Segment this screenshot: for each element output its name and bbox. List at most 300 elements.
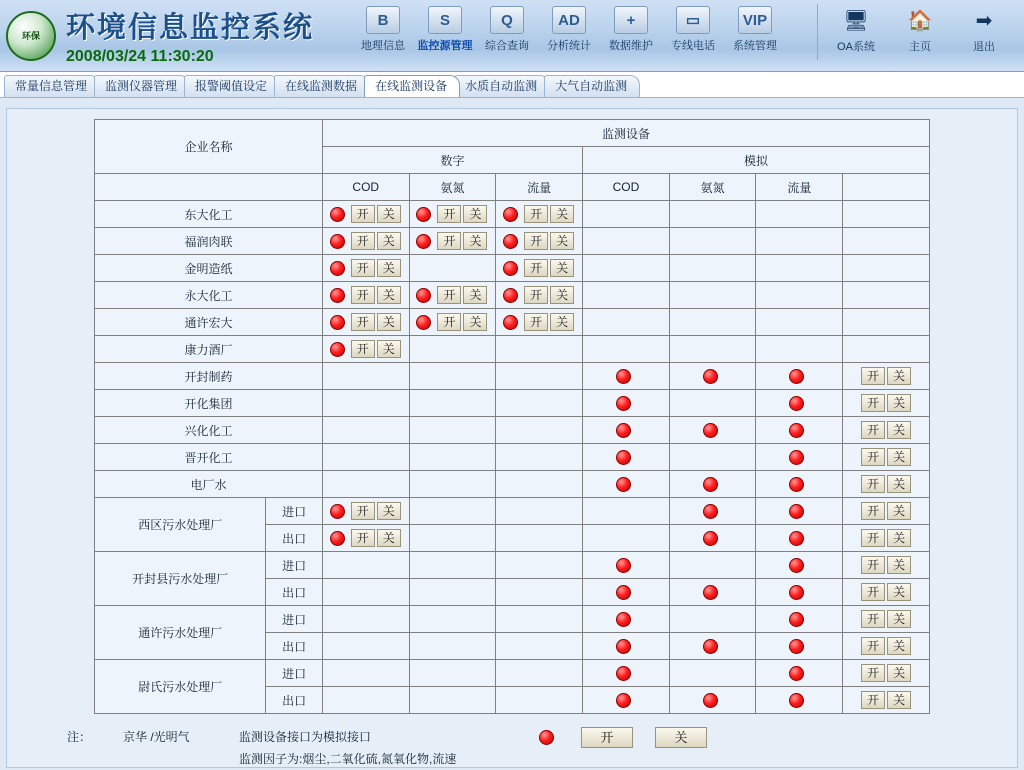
right-menu — [811, 4, 1016, 60]
analog-cell-1 — [669, 336, 756, 363]
table-row — [95, 471, 930, 498]
status-lamp-icon — [789, 423, 804, 438]
device-on-button[interactable]: 开 — [351, 205, 375, 223]
note-desc-2: 监测因子为:烟尘,二氧化硫,氮氧化物,流速 — [239, 752, 457, 766]
analog-cell-1 — [669, 228, 756, 255]
digital-cell-0 — [322, 390, 409, 417]
analog-off-button[interactable]: 关 — [887, 637, 911, 655]
device-panel — [6, 108, 1018, 768]
digital-cell-1 — [409, 228, 496, 255]
tab-5[interactable]: 水质自动监测 — [454, 75, 550, 97]
company-name-cell: 尉氏污水处理厂 — [95, 660, 266, 714]
table-head — [95, 120, 930, 201]
table-row — [95, 255, 930, 282]
analog-cell-1 — [669, 471, 756, 498]
analog-cell-1 — [669, 660, 756, 687]
device-off-button[interactable]: 关 — [377, 340, 401, 358]
analog-cell-0 — [583, 228, 670, 255]
analog-cell-1 — [669, 606, 756, 633]
menu-label: 数据维护 — [609, 40, 653, 52]
menu-label: 主页 — [909, 41, 931, 53]
analog-cell-0 — [583, 363, 670, 390]
digital-cell-1 — [409, 255, 496, 282]
status-lamp-icon — [330, 261, 345, 276]
device-on-button[interactable]: 开 — [524, 232, 548, 250]
global-off-button[interactable]: 关 — [655, 727, 707, 748]
query-icon: Q — [490, 6, 524, 34]
table-row — [95, 363, 930, 390]
port-label-cell: 出口 — [266, 687, 322, 714]
main-content — [0, 98, 1024, 768]
table-row — [95, 552, 930, 579]
digital-cell-1 — [409, 336, 496, 363]
company-name-cell: 通许宏大 — [95, 309, 323, 336]
status-lamp-icon — [789, 693, 804, 708]
analog-cell-1 — [669, 498, 756, 525]
analysis-icon: AD — [552, 6, 586, 34]
digital-cell-2 — [496, 579, 583, 606]
analog-off-button[interactable]: 关 — [887, 367, 911, 385]
digital-cell-2 — [496, 363, 583, 390]
analog-control-cell — [843, 660, 930, 687]
digital-cell-2 — [496, 282, 583, 309]
device-off-button[interactable]: 关 — [550, 232, 574, 250]
analog-cell-1 — [669, 309, 756, 336]
status-lamp-icon — [330, 342, 345, 357]
device-on-button[interactable]: 开 — [437, 313, 461, 331]
header-digital-group: 数字 — [322, 147, 582, 174]
status-lamp-icon — [330, 504, 345, 519]
company-name-cell: 兴化化工 — [95, 417, 323, 444]
analog-cell-0 — [583, 687, 670, 714]
digital-cell-1 — [409, 525, 496, 552]
clock-display: 2008/03/24 11:30:20 — [66, 48, 214, 65]
device-on-button[interactable]: 开 — [437, 232, 461, 250]
digital-cell-0 — [322, 336, 409, 363]
digital-cell-2 — [496, 228, 583, 255]
device-off-button[interactable]: 关 — [377, 205, 401, 223]
analog-on-button[interactable]: 开 — [861, 583, 885, 601]
analog-cell-1 — [669, 633, 756, 660]
menu-item-hotline[interactable] — [662, 6, 724, 53]
digital-cell-0 — [322, 363, 409, 390]
analog-off-button[interactable]: 关 — [887, 502, 911, 520]
digital-cell-0 — [322, 633, 409, 660]
analog-cell-2 — [756, 471, 843, 498]
analog-control-cell — [843, 687, 930, 714]
analog-control-cell — [843, 336, 930, 363]
digital-cell-1 — [409, 282, 496, 309]
header-spacer — [95, 174, 323, 201]
tab-bar — [0, 72, 1024, 98]
home-icon: 🏠 — [907, 9, 933, 32]
digital-cell-1 — [409, 498, 496, 525]
status-lamp-icon — [616, 558, 631, 573]
device-off-button[interactable]: 关 — [550, 205, 574, 223]
analog-on-button[interactable]: 开 — [861, 610, 885, 628]
menu-item-data-maintain[interactable] — [600, 6, 662, 53]
digital-cell-0 — [322, 498, 409, 525]
device-on-button[interactable]: 开 — [437, 286, 461, 304]
status-lamp-icon — [789, 585, 804, 600]
status-lamp-icon — [416, 288, 431, 303]
footer-note — [7, 726, 1017, 770]
analog-on-button[interactable]: 开 — [861, 367, 885, 385]
analog-cell-0 — [583, 525, 670, 552]
status-lamp-icon — [789, 531, 804, 546]
company-name-cell: 开封县污水处理厂 — [95, 552, 266, 606]
status-lamp-icon — [703, 639, 718, 654]
tab-1[interactable]: 监测仪器管理 — [94, 75, 190, 97]
port-label-cell: 进口 — [266, 660, 322, 687]
status-lamp-icon — [416, 315, 431, 330]
port-label-cell: 出口 — [266, 579, 322, 606]
menu-item-monitor-source[interactable] — [414, 6, 476, 53]
digital-cell-1 — [409, 363, 496, 390]
status-lamp-icon — [616, 369, 631, 384]
analog-control-cell — [843, 201, 930, 228]
status-lamp-icon — [789, 558, 804, 573]
device-off-button[interactable]: 关 — [550, 259, 574, 277]
status-lamp-icon — [789, 396, 804, 411]
device-off-button[interactable]: 关 — [377, 232, 401, 250]
digital-cell-0 — [322, 282, 409, 309]
analog-off-button[interactable]: 关 — [887, 556, 911, 574]
tab-6[interactable]: 大气自动监测 — [544, 75, 640, 97]
digital-cell-2 — [496, 336, 583, 363]
analog-off-button[interactable]: 关 — [887, 610, 911, 628]
analog-cell-2 — [756, 282, 843, 309]
tab-0[interactable]: 常量信息管理 — [4, 75, 100, 97]
status-lamp-icon — [703, 369, 718, 384]
analog-off-button[interactable]: 关 — [887, 421, 911, 439]
analog-off-button[interactable]: 关 — [887, 394, 911, 412]
status-lamp-icon — [703, 477, 718, 492]
analog-cell-0 — [583, 255, 670, 282]
digital-cell-2 — [496, 255, 583, 282]
device-off-button[interactable]: 关 — [377, 259, 401, 277]
digital-cell-2 — [496, 471, 583, 498]
device-off-button[interactable]: 关 — [550, 286, 574, 304]
app-header — [0, 0, 1024, 72]
digital-cell-2 — [496, 606, 583, 633]
menu-label: 专线电话 — [671, 40, 715, 52]
device-off-button[interactable]: 关 — [463, 286, 487, 304]
port-label-cell: 出口 — [266, 633, 322, 660]
analog-cell-0 — [583, 201, 670, 228]
analog-control-cell — [843, 579, 930, 606]
status-lamp-icon — [616, 612, 631, 627]
digital-cell-0 — [322, 201, 409, 228]
status-lamp-icon — [789, 477, 804, 492]
analog-control-cell — [843, 363, 930, 390]
analog-on-button[interactable]: 开 — [861, 529, 885, 547]
analog-cell-2 — [756, 363, 843, 390]
digital-cell-0 — [322, 444, 409, 471]
analog-cell-1 — [669, 417, 756, 444]
analog-cell-0 — [583, 471, 670, 498]
title-block — [62, 5, 352, 66]
analog-cell-0 — [583, 282, 670, 309]
digital-cell-1 — [409, 606, 496, 633]
analog-cell-2 — [756, 579, 843, 606]
analog-off-button[interactable]: 关 — [887, 691, 911, 709]
port-label-cell: 进口 — [266, 498, 322, 525]
analog-on-button[interactable]: 开 — [861, 421, 885, 439]
header-company: 企业名称 — [95, 120, 323, 174]
digital-cell-1 — [409, 579, 496, 606]
header-digital-flow: 流量 — [496, 174, 583, 201]
menu-label: 综合查询 — [485, 40, 529, 52]
tab-3[interactable]: 在线监测数据 — [274, 75, 370, 97]
table-row — [95, 606, 930, 633]
company-name-cell: 电厂水 — [95, 471, 323, 498]
tab-4[interactable]: 在线监测设备 — [364, 75, 460, 97]
analog-cell-1 — [669, 687, 756, 714]
digital-cell-2 — [496, 390, 583, 417]
global-on-button[interactable]: 开 — [581, 727, 633, 748]
device-off-button[interactable]: 关 — [550, 313, 574, 331]
menu-label: 分析统计 — [547, 40, 591, 52]
menu-label: 监控源管理 — [417, 40, 473, 52]
status-lamp-icon — [616, 396, 631, 411]
analog-cell-2 — [756, 552, 843, 579]
digital-cell-2 — [496, 201, 583, 228]
logo-icon: 环保 — [6, 11, 56, 61]
status-lamp-icon — [616, 477, 631, 492]
analog-off-button[interactable]: 关 — [887, 664, 911, 682]
digital-cell-0 — [322, 471, 409, 498]
analog-cell-2 — [756, 525, 843, 552]
digital-cell-2 — [496, 444, 583, 471]
analog-cell-0 — [583, 660, 670, 687]
analog-cell-1 — [669, 282, 756, 309]
analog-cell-2 — [756, 444, 843, 471]
analog-off-button[interactable]: 关 — [887, 529, 911, 547]
note-desc-1: 监测设备接口为模拟接口 — [239, 730, 372, 744]
device-on-button[interactable]: 开 — [351, 286, 375, 304]
table-row — [95, 282, 930, 309]
analog-on-button[interactable]: 开 — [861, 475, 885, 493]
company-name-cell: 金明造纸 — [95, 255, 323, 282]
device-on-button[interactable]: 开 — [351, 502, 375, 520]
port-label-cell: 进口 — [266, 606, 322, 633]
status-lamp-icon — [703, 423, 718, 438]
analog-on-button[interactable]: 开 — [861, 637, 885, 655]
analog-on-button[interactable]: 开 — [861, 556, 885, 574]
analog-off-button[interactable]: 关 — [887, 448, 911, 466]
company-name-cell: 永大化工 — [95, 282, 323, 309]
analog-cell-0 — [583, 336, 670, 363]
menu-item-system-manage[interactable] — [724, 6, 786, 53]
analog-on-button[interactable]: 开 — [861, 691, 885, 709]
status-lamp-icon — [616, 450, 631, 465]
table-row — [95, 336, 930, 363]
digital-cell-0 — [322, 687, 409, 714]
status-lamp-icon — [789, 612, 804, 627]
table-body — [95, 201, 930, 714]
analog-cell-2 — [756, 498, 843, 525]
analog-cell-1 — [669, 201, 756, 228]
digital-cell-1 — [409, 444, 496, 471]
analog-on-button[interactable]: 开 — [861, 502, 885, 520]
status-lamp-icon — [789, 666, 804, 681]
device-on-button[interactable]: 开 — [351, 529, 375, 547]
analog-cell-1 — [669, 525, 756, 552]
device-off-button[interactable]: 关 — [463, 313, 487, 331]
tab-2[interactable]: 报警阈值设定 — [184, 75, 280, 97]
digital-cell-2 — [496, 525, 583, 552]
digital-cell-1 — [409, 552, 496, 579]
analog-control-cell — [843, 309, 930, 336]
divider — [817, 4, 818, 60]
menu-item-query[interactable] — [476, 6, 538, 53]
status-lamp-icon — [616, 585, 631, 600]
menu-item-exit[interactable] — [952, 4, 1016, 60]
device-on-button[interactable]: 开 — [351, 340, 375, 358]
analog-cell-2 — [756, 417, 843, 444]
status-lamp-icon — [503, 315, 518, 330]
analog-cell-0 — [583, 606, 670, 633]
digital-cell-0 — [322, 660, 409, 687]
digital-cell-2 — [496, 552, 583, 579]
analog-cell-0 — [583, 498, 670, 525]
analog-cell-1 — [669, 363, 756, 390]
footer-row-1 — [67, 726, 1017, 748]
device-off-button[interactable]: 关 — [377, 286, 401, 304]
device-on-button[interactable]: 开 — [351, 259, 375, 277]
status-lamp-icon — [503, 261, 518, 276]
analog-control-cell — [843, 282, 930, 309]
analog-cell-2 — [756, 606, 843, 633]
status-lamp-icon — [616, 423, 631, 438]
port-label-cell: 出口 — [266, 525, 322, 552]
analog-on-button[interactable]: 开 — [861, 394, 885, 412]
analog-cell-0 — [583, 633, 670, 660]
status-lamp-icon — [703, 531, 718, 546]
analog-cell-0 — [583, 309, 670, 336]
analog-cell-1 — [669, 552, 756, 579]
status-lamp-icon — [789, 369, 804, 384]
status-lamp-icon — [789, 639, 804, 654]
analog-control-cell — [843, 606, 930, 633]
analog-cell-2 — [756, 633, 843, 660]
table-header-row-1 — [95, 120, 930, 147]
table-row — [95, 660, 930, 687]
analog-cell-1 — [669, 444, 756, 471]
analog-on-button[interactable]: 开 — [861, 448, 885, 466]
status-lamp-icon — [703, 585, 718, 600]
company-name-cell: 开化集团 — [95, 390, 323, 417]
analog-off-button[interactable]: 关 — [887, 475, 911, 493]
status-lamp-icon — [416, 207, 431, 222]
menu-item-oa[interactable] — [824, 4, 888, 60]
header-analog-cod: COD — [583, 174, 670, 201]
digital-cell-2 — [496, 309, 583, 336]
analog-control-cell — [843, 444, 930, 471]
analog-cell-0 — [583, 444, 670, 471]
table-row — [95, 228, 930, 255]
digital-cell-1 — [409, 660, 496, 687]
digital-cell-1 — [409, 471, 496, 498]
digital-cell-0 — [322, 309, 409, 336]
device-on-button[interactable]: 开 — [524, 205, 548, 223]
menu-item-geo[interactable] — [352, 6, 414, 53]
device-on-button[interactable]: 开 — [524, 259, 548, 277]
analog-control-cell — [843, 390, 930, 417]
header-analog-control — [843, 174, 930, 201]
footer-row-2 — [67, 748, 1017, 770]
analog-off-button[interactable]: 关 — [887, 583, 911, 601]
analog-cell-2 — [756, 390, 843, 417]
table-row — [95, 417, 930, 444]
status-lamp-icon — [703, 504, 718, 519]
analog-cell-2 — [756, 687, 843, 714]
header-analog-flow: 流量 — [756, 174, 843, 201]
header-analog-nh3: 氨氮 — [669, 174, 756, 201]
device-off-button[interactable]: 关 — [463, 205, 487, 223]
status-lamp-icon — [616, 639, 631, 654]
analog-cell-2 — [756, 660, 843, 687]
menu-item-analysis[interactable] — [538, 6, 600, 53]
table-row — [95, 444, 930, 471]
device-on-button[interactable]: 开 — [351, 232, 375, 250]
legend-lamp — [539, 726, 559, 748]
analog-cell-2 — [756, 228, 843, 255]
device-on-button[interactable]: 开 — [351, 313, 375, 331]
status-lamp-icon — [789, 450, 804, 465]
device-on-button[interactable]: 开 — [524, 286, 548, 304]
status-lamp-icon — [616, 666, 631, 681]
device-off-button[interactable]: 关 — [463, 232, 487, 250]
analog-cell-2 — [756, 336, 843, 363]
page-title: 环境信息监控系统 — [66, 10, 315, 44]
digital-cell-2 — [496, 687, 583, 714]
map-icon: B — [366, 6, 400, 34]
digital-cell-0 — [322, 255, 409, 282]
device-off-button[interactable]: 关 — [377, 529, 401, 547]
analog-on-button[interactable]: 开 — [861, 664, 885, 682]
device-on-button[interactable]: 开 — [437, 205, 461, 223]
company-name-cell: 东大化工 — [95, 201, 323, 228]
digital-cell-1 — [409, 201, 496, 228]
analog-cell-1 — [669, 255, 756, 282]
analog-cell-0 — [583, 417, 670, 444]
header-device-group: 监测设备 — [322, 120, 929, 147]
digital-cell-1 — [409, 417, 496, 444]
analog-control-cell — [843, 417, 930, 444]
company-name-cell: 康力酒厂 — [95, 336, 323, 363]
device-off-button[interactable]: 关 — [377, 313, 401, 331]
menu-label: 退出 — [973, 41, 995, 53]
digital-cell-0 — [322, 525, 409, 552]
analog-control-cell — [843, 525, 930, 552]
device-off-button[interactable]: 关 — [377, 502, 401, 520]
digital-cell-1 — [409, 687, 496, 714]
analog-cell-1 — [669, 579, 756, 606]
device-on-button[interactable]: 开 — [524, 313, 548, 331]
analog-cell-2 — [756, 201, 843, 228]
status-lamp-icon — [330, 315, 345, 330]
digital-cell-0 — [322, 417, 409, 444]
status-lamp-icon — [330, 207, 345, 222]
company-name-cell: 通许污水处理厂 — [95, 606, 266, 660]
menu-item-home[interactable] — [888, 4, 952, 60]
analog-cell-2 — [756, 255, 843, 282]
main-menu — [352, 0, 786, 71]
digital-cell-2 — [496, 660, 583, 687]
digital-cell-2 — [496, 417, 583, 444]
